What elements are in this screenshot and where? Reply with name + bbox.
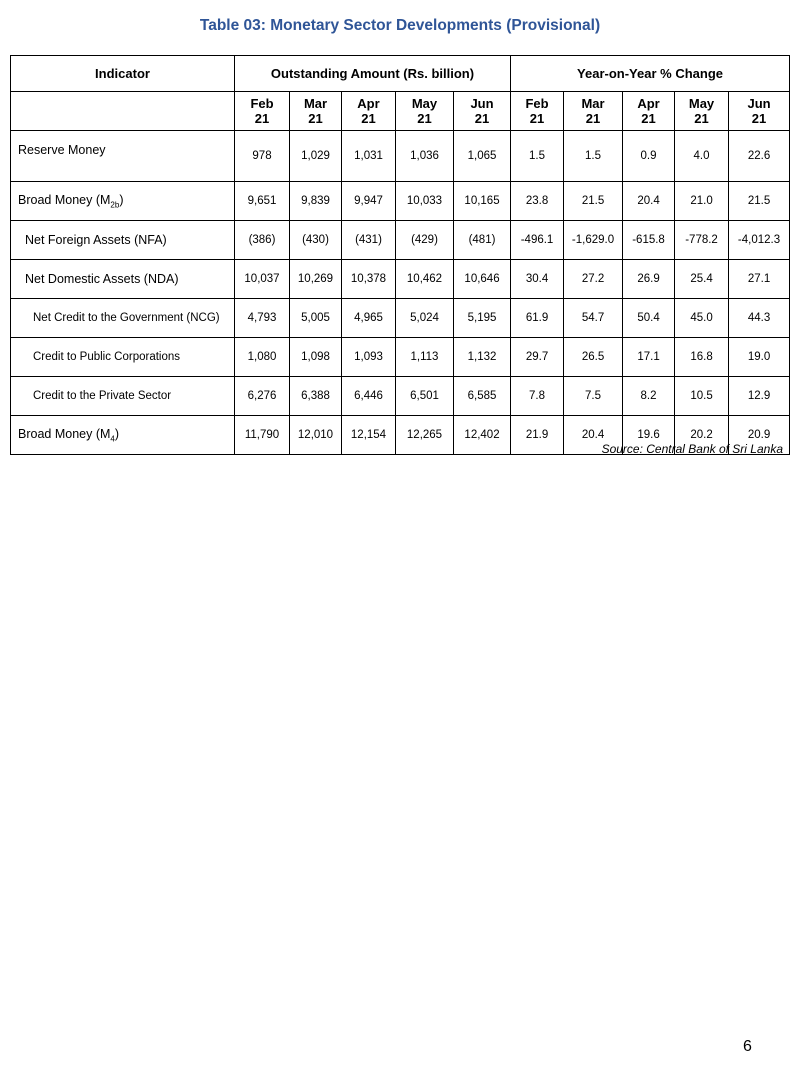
yoy-change-cell: 27.1	[729, 260, 790, 299]
amount-cell: 1,098	[290, 338, 342, 377]
yoy-change-cell: 54.7	[564, 299, 623, 338]
amount-cell: (430)	[290, 221, 342, 260]
yoy-change-cell: 20.4	[564, 416, 623, 455]
month-label: Jun	[470, 96, 494, 111]
page-title: Table 03: Monetary Sector Developments (Provisional)	[199, 17, 601, 34]
yoy-change-cell: 7.8	[511, 377, 564, 416]
yoy-change-cell: 44.3	[729, 299, 790, 338]
yoy-change-cell: 23.8	[511, 182, 564, 221]
year-label: 21	[694, 111, 709, 126]
yoy-change-cell: 20.2	[675, 416, 729, 455]
month-header	[511, 92, 564, 131]
indicator-label	[11, 377, 235, 416]
amount-cell: 1,113	[396, 338, 454, 377]
indicator-text: Broad Money (M	[18, 192, 111, 207]
month-header	[290, 92, 342, 131]
yoy-change-cell: 17.1	[623, 338, 675, 377]
monetary-table	[10, 55, 790, 455]
indicator-text: Net Foreign Assets (NFA)	[25, 233, 167, 247]
yoy-change-cell: -1,629.0	[564, 221, 623, 260]
table-row	[11, 260, 790, 299]
month-label: May	[688, 96, 715, 111]
amount-cell: 5,005	[290, 299, 342, 338]
year-label: 21	[585, 111, 601, 126]
amount-cell: 5,024	[396, 299, 454, 338]
outstanding-amount-header: Outstanding Amount (Rs. billion)	[235, 56, 511, 92]
yoy-change-cell: 20.4	[623, 182, 675, 221]
yoy-change-cell: 30.4	[511, 260, 564, 299]
indicator-label	[11, 260, 235, 299]
amount-cell: (386)	[235, 221, 290, 260]
indicator-text: Reserve Money	[18, 143, 106, 157]
month-header	[235, 92, 290, 131]
indicator-subscript: 4	[110, 434, 115, 444]
yoy-change-cell: -615.8	[623, 221, 675, 260]
amount-cell: 12,010	[290, 416, 342, 455]
amount-cell: 1,065	[454, 131, 511, 182]
year-label: 21	[474, 111, 490, 126]
yoy-change-cell: 1.5	[564, 131, 623, 182]
month-label: Jun	[747, 96, 771, 111]
amount-cell: 1,132	[454, 338, 511, 377]
amount-cell: 10,646	[454, 260, 511, 299]
month-label: Feb	[250, 96, 274, 111]
month-header	[564, 92, 623, 131]
amount-cell: 11,790	[235, 416, 290, 455]
amount-cell: 4,965	[342, 299, 396, 338]
month-label: Apr	[637, 96, 660, 111]
yoy-change-cell: 25.4	[675, 260, 729, 299]
amount-cell: 6,501	[396, 377, 454, 416]
year-label: 21	[308, 111, 323, 126]
table-row	[11, 131, 790, 182]
amount-cell: 12,265	[396, 416, 454, 455]
indicator-label	[11, 182, 235, 221]
indicator-text: Credit to Public Corporations	[33, 351, 181, 363]
yoy-change-cell: -778.2	[675, 221, 729, 260]
header-row-months	[11, 92, 790, 131]
yoy-change-cell: 19.6	[623, 416, 675, 455]
month-label: Mar	[303, 96, 328, 111]
amount-cell: 10,378	[342, 260, 396, 299]
amount-cell: 6,585	[454, 377, 511, 416]
table-body	[11, 131, 790, 455]
year-label: 21	[361, 111, 376, 126]
amount-cell: 1,029	[290, 131, 342, 182]
month-header	[729, 92, 790, 131]
amount-cell: 978	[235, 131, 290, 182]
table-row	[11, 221, 790, 260]
month-header	[454, 92, 511, 131]
indicator-label	[11, 299, 235, 338]
indicator-subscript: 2b	[110, 200, 120, 210]
yoy-change-cell: 0.9	[623, 131, 675, 182]
amount-cell: 6,276	[235, 377, 290, 416]
month-label: Mar	[581, 96, 605, 111]
amount-cell: 9,839	[290, 182, 342, 221]
amount-cell: 12,402	[454, 416, 511, 455]
yoy-change-cell: 8.2	[623, 377, 675, 416]
amount-cell: (481)	[454, 221, 511, 260]
yoy-change-cell: 50.4	[623, 299, 675, 338]
indicator-header: Indicator	[11, 56, 235, 92]
month-header	[342, 92, 396, 131]
yoy-change-cell: 22.6	[729, 131, 790, 182]
yoy-change-cell: 10.5	[675, 377, 729, 416]
yoy-change-cell: 12.9	[729, 377, 790, 416]
yoy-change-cell: 21.9	[511, 416, 564, 455]
amount-cell: 4,793	[235, 299, 290, 338]
month-header	[623, 92, 675, 131]
amount-cell: 12,154	[342, 416, 396, 455]
yoy-change-cell: 19.0	[729, 338, 790, 377]
yoy-change-cell: 27.2	[564, 260, 623, 299]
page-number: 6	[743, 1038, 752, 1055]
table-row	[11, 377, 790, 416]
yoy-change-cell: 26.9	[623, 260, 675, 299]
source-note: Source: Central Bank of Sri Lanka	[601, 442, 783, 456]
yoy-change-cell: 21.0	[675, 182, 729, 221]
month-label: May	[411, 96, 438, 111]
indicator-text: Net Domestic Assets (NDA)	[25, 272, 179, 286]
amount-cell: 1,036	[396, 131, 454, 182]
amount-cell: 10,269	[290, 260, 342, 299]
amount-cell: (431)	[342, 221, 396, 260]
amount-cell: 10,165	[454, 182, 511, 221]
amount-cell: 1,093	[342, 338, 396, 377]
yoy-change-header: Year-on-Year % Change	[511, 56, 790, 92]
yoy-change-cell: 7.5	[564, 377, 623, 416]
indicator-suffix: )	[119, 192, 124, 207]
yoy-change-cell: 4.0	[675, 131, 729, 182]
amount-cell: 6,446	[342, 377, 396, 416]
table-row	[11, 338, 790, 377]
month-header	[675, 92, 729, 131]
yoy-change-cell: 1.5	[511, 131, 564, 182]
year-label: 21	[751, 111, 767, 126]
yoy-change-cell: 20.9	[729, 416, 790, 455]
amount-cell: 9,947	[342, 182, 396, 221]
amount-cell: 10,037	[235, 260, 290, 299]
yoy-change-cell: 21.5	[729, 182, 790, 221]
month-label: Apr	[357, 96, 380, 111]
amount-cell: 5,195	[454, 299, 511, 338]
indicator-text: Credit to the Private Sector	[33, 390, 172, 402]
year-label: 21	[254, 111, 270, 126]
amount-cell: 1,031	[342, 131, 396, 182]
amount-cell: 6,388	[290, 377, 342, 416]
indicator-suffix: )	[114, 426, 120, 441]
yoy-change-cell: 61.9	[511, 299, 564, 338]
indicator-text: Net Credit to the Government (NCG)	[33, 312, 220, 324]
indicator-label	[11, 131, 235, 182]
year-label: 21	[641, 111, 656, 126]
yoy-change-cell: 45.0	[675, 299, 729, 338]
yoy-change-cell: -496.1	[511, 221, 564, 260]
yoy-change-cell: 26.5	[564, 338, 623, 377]
amount-cell: 10,033	[396, 182, 454, 221]
year-label: 21	[417, 111, 432, 126]
indicator-label	[11, 416, 235, 455]
amount-cell: 9,651	[235, 182, 290, 221]
yoy-change-cell: -4,012.3	[729, 221, 790, 260]
table-row	[11, 299, 790, 338]
yoy-change-cell: 29.7	[511, 338, 564, 377]
month-label: Feb	[525, 96, 549, 111]
yoy-change-cell: 21.5	[564, 182, 623, 221]
amount-cell: 1,080	[235, 338, 290, 377]
yoy-change-cell: 16.8	[675, 338, 729, 377]
month-header	[396, 92, 454, 131]
indicator-text: Broad Money (M	[18, 426, 111, 441]
year-label: 21	[529, 111, 545, 126]
header-row-groups	[11, 56, 790, 92]
indicator-label	[11, 338, 235, 377]
amount-cell: 10,462	[396, 260, 454, 299]
blank-header-cell	[11, 92, 235, 131]
table-row	[11, 182, 790, 221]
amount-cell: (429)	[396, 221, 454, 260]
indicator-label	[11, 221, 235, 260]
